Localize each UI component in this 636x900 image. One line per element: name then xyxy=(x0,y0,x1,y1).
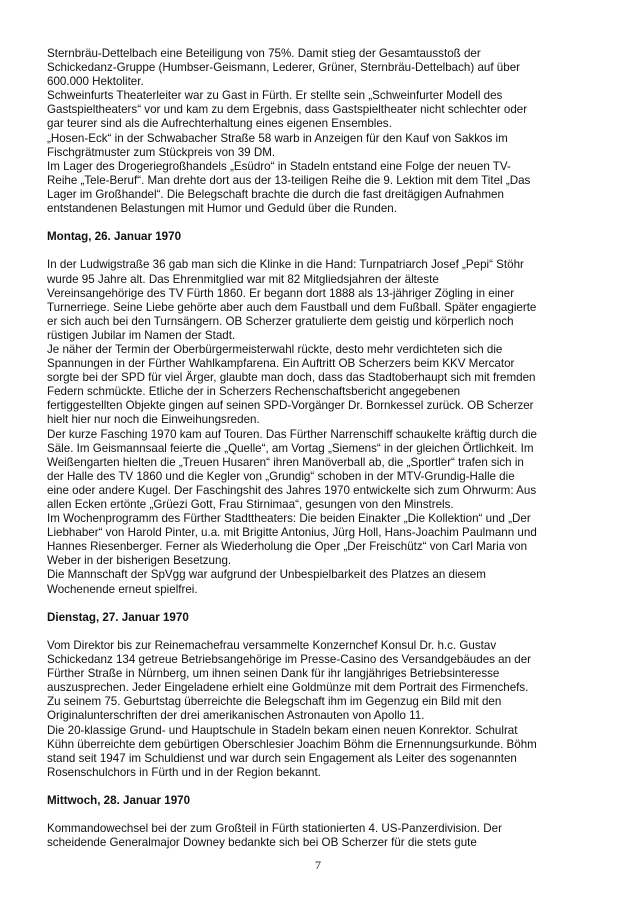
date-heading: Mittwoch, 28. Januar 1970 xyxy=(47,793,191,807)
paragraph-gap xyxy=(47,597,595,611)
text-line: Sternbräu-Dettelbach eine Beteiligung von 75%. Damit stieg der Gesamtausstoß der xyxy=(47,47,481,60)
text-line: „Hosen-Eck“ in der Schwabacher Straße 58 warb in Anzeigen für den Kauf von Sakkos im xyxy=(47,131,508,145)
text-line: Schweinfurts Theaterleiter war zu Gast in Fürth. Er stellte sein „Schweinfurter Modell des xyxy=(47,89,503,103)
text-line: Reihe „Tele-Beruf“. Man drehte dort aus der 13-teiligen Reihe die 9. Lektion mit dem Titel „Das xyxy=(47,173,531,187)
text-line: der Halle des TV 1860 und die Kegler von „Grundig“ schoben in der MTV-Grundig-Halle die xyxy=(47,469,515,483)
text-line: Weißengarten hielten die „Treuen Husaren“ ihren Manöverball ab, die „Sportler“ trafen sich in xyxy=(47,455,524,469)
text-line: Säle. Im Geismannsaal feierte die „Quelle“, am Vortag „Siemens“ in der gleichen Örtlichkeit. Im xyxy=(47,441,534,455)
text-line: rüstigen Jubilar im Namen der Stadt. xyxy=(47,328,236,342)
paragraph-gap xyxy=(47,625,595,639)
text-line: Zu seinem 75. Geburtstag überreichte die Belegschaft ihm im Gegenzug ein Bild mit den xyxy=(47,695,502,709)
text-line: sorgte bei der SPD für viel Ärger, glaubte man doch, dass das Stadtoberhaupt sich mit fremden xyxy=(47,371,536,385)
text-line: Lager im Großhandel“. Die Belegschaft brachte die durch die fast dreitägigen Aufnahmen xyxy=(47,187,504,201)
text-line: Weber in der bisherigen Besetzung. xyxy=(47,554,232,568)
text-line: Je näher der Termin der Oberbürgermeisterwahl rückte, desto mehr verdichteten sich die xyxy=(47,342,503,356)
text-block xyxy=(47,258,595,596)
text-line: Vereinsangehörige des TV Fürth 1860. Er begann dort 1888 als 13-jähriger Zögling in einer xyxy=(47,286,515,300)
date-heading: Dienstag, 27. Januar 1970 xyxy=(47,610,189,624)
text-line: entstandenen Belastungen mit Humor und Geduld über die Runden. xyxy=(47,202,397,216)
text-line: Die 20-klassige Grund- und Hauptschule in Stadeln bekam einen neuen Konrektor. Schulrat xyxy=(47,723,518,737)
document-body xyxy=(47,47,595,850)
text-block xyxy=(47,47,595,216)
text-line: gar teurer sind als die Aufrechterhaltung eines eigenen Ensembles. xyxy=(47,117,392,131)
text-line: Wochenende erneut spielfrei. xyxy=(47,582,198,596)
text-line: Originalunterschriften der drei amerikanischen Astronauten von Apollo 11. xyxy=(47,709,425,723)
text-line: Im Wochenprogramm des Fürther Stadttheaters: Die beiden Einakter „Die Kollektion“ und „Der xyxy=(47,512,531,526)
text-line: Der kurze Fasching 1970 kam auf Touren. Das Fürther Narrenschiff schaukelte kräftig durch die xyxy=(47,427,537,441)
text-line: 600.000 Hektoliter. xyxy=(47,75,144,89)
text-line: Die Mannschaft der SpVgg war aufgrund der Unbespielbarkeit des Platzes an diesem xyxy=(47,568,486,582)
text-line: Spannungen in der Fürther Wahlkampfarena. Ein Auftritt OB Scherzers beim KKV Mercator xyxy=(47,357,515,371)
text-line: Federn schmückte. Etliche der in Scherzers Rechenschaftsbericht angegebenen xyxy=(47,385,461,399)
text-line: Gastspieltheaters“ vor und kam zu dem Ergebnis, dass Gastspieltheater nicht schlechter oder xyxy=(47,103,528,117)
text-line: stand seit 1947 im Schuldienst und war durch sein Engagement als Leiter des sogenannten xyxy=(47,751,517,765)
text-line: In der Ludwigstraße 36 gab man sich die Klinke in die Hand: Turnpatriarch Josef „Pepi“ Stöhr xyxy=(47,258,524,272)
text-line: Im Lager des Drogeriegroßhandels „Esüdro“ in Stadeln entstand eine Folge der neuen TV- xyxy=(47,159,511,173)
paragraph-gap xyxy=(47,244,595,258)
text-line: Fürther Straße in Nürnberg, um ihnen seinen Dank für ihr langjähriges Betriebsinteresse xyxy=(47,667,500,681)
text-block xyxy=(47,639,595,780)
text-line: Rosenschulchors in Fürth und in der Region bekannt. xyxy=(47,765,321,779)
text-line: Schickedanz 134 getreue Betriebsangehörige im Presse-Casino des Versandgebäudes an der xyxy=(47,653,532,667)
text-line: Fischgrätmuster zum Stückpreis von 39 DM. xyxy=(47,145,276,159)
text-line: Vom Direktor bis zur Reinemachefrau versammelte Konzernchef Konsul Dr. h.c. Gustav xyxy=(47,638,497,652)
paragraph-gap xyxy=(47,216,595,230)
text-line: scheidende Generalmajor Downey bedankte sich bei OB Scherzer für die stets gute xyxy=(47,836,477,850)
text-line: fertiggestellten Objekte gingen auf seinen SPD-Vorgänger Dr. Bornkessel zurück. OB Scherzer xyxy=(47,399,534,413)
text-line: Schickedanz-Gruppe (Humbser-Geismann, Lederer, Grüner, Sternbräu-Dettelbach) auf über xyxy=(47,61,520,75)
text-line: er sich auch bei den Turnsängern. OB Scherzer gratulierte dem geistig und körperlich noch xyxy=(47,314,514,328)
text-line: Turnerriege. Seine Liebe gehörte aber auch dem Faustball und dem Fußball. Später engagierte xyxy=(47,300,537,314)
text-block xyxy=(47,822,595,850)
text-line: Kühn überreichte dem gebürtigen Oberschlesier Joachim Böhm die Ernennungsurkunde. Böhm xyxy=(47,737,537,751)
paragraph-gap xyxy=(47,808,595,822)
date-heading: Montag, 26. Januar 1970 xyxy=(47,230,182,244)
text-line: Hannes Riesenberger. Ferner als Wiederholung die Oper „Der Freischütz“ von Carl Maria von xyxy=(47,540,528,554)
text-line: allen Ecken ertönte „Grüezi Gott, Frau Stirnimaa“, gesungen von den Minstrels. xyxy=(47,498,454,511)
page-number: 7 xyxy=(315,858,321,872)
text-line: Kommandowechsel bei der zum Großteil in Fürth stationierten 4. US-Panzerdivision. Der xyxy=(47,822,502,836)
paragraph-gap xyxy=(47,780,595,794)
text-line: auszusprechen. Jeder Eingeladene erhielt eine Goldmünze mit dem Portrait des Firmenchefs. xyxy=(47,681,529,695)
text-line: wurde 95 Jahre alt. Das Ehrenmitglied war mit 82 Mitgliedsjahren der älteste xyxy=(47,272,439,286)
text-line: hielt hier nur noch die Einweihungsreden. xyxy=(47,413,260,427)
text-line: Liebhaber“ von Harold Pinter, u.a. mit Brigitte Antonius, Jürg Holl, Hans-Joachim Paulmann und xyxy=(47,526,537,540)
text-line: eine oder andere Kugel. Der Faschingshit des Jahres 1970 entwickelte sich zum Ohrwurm: Aus xyxy=(47,483,537,497)
